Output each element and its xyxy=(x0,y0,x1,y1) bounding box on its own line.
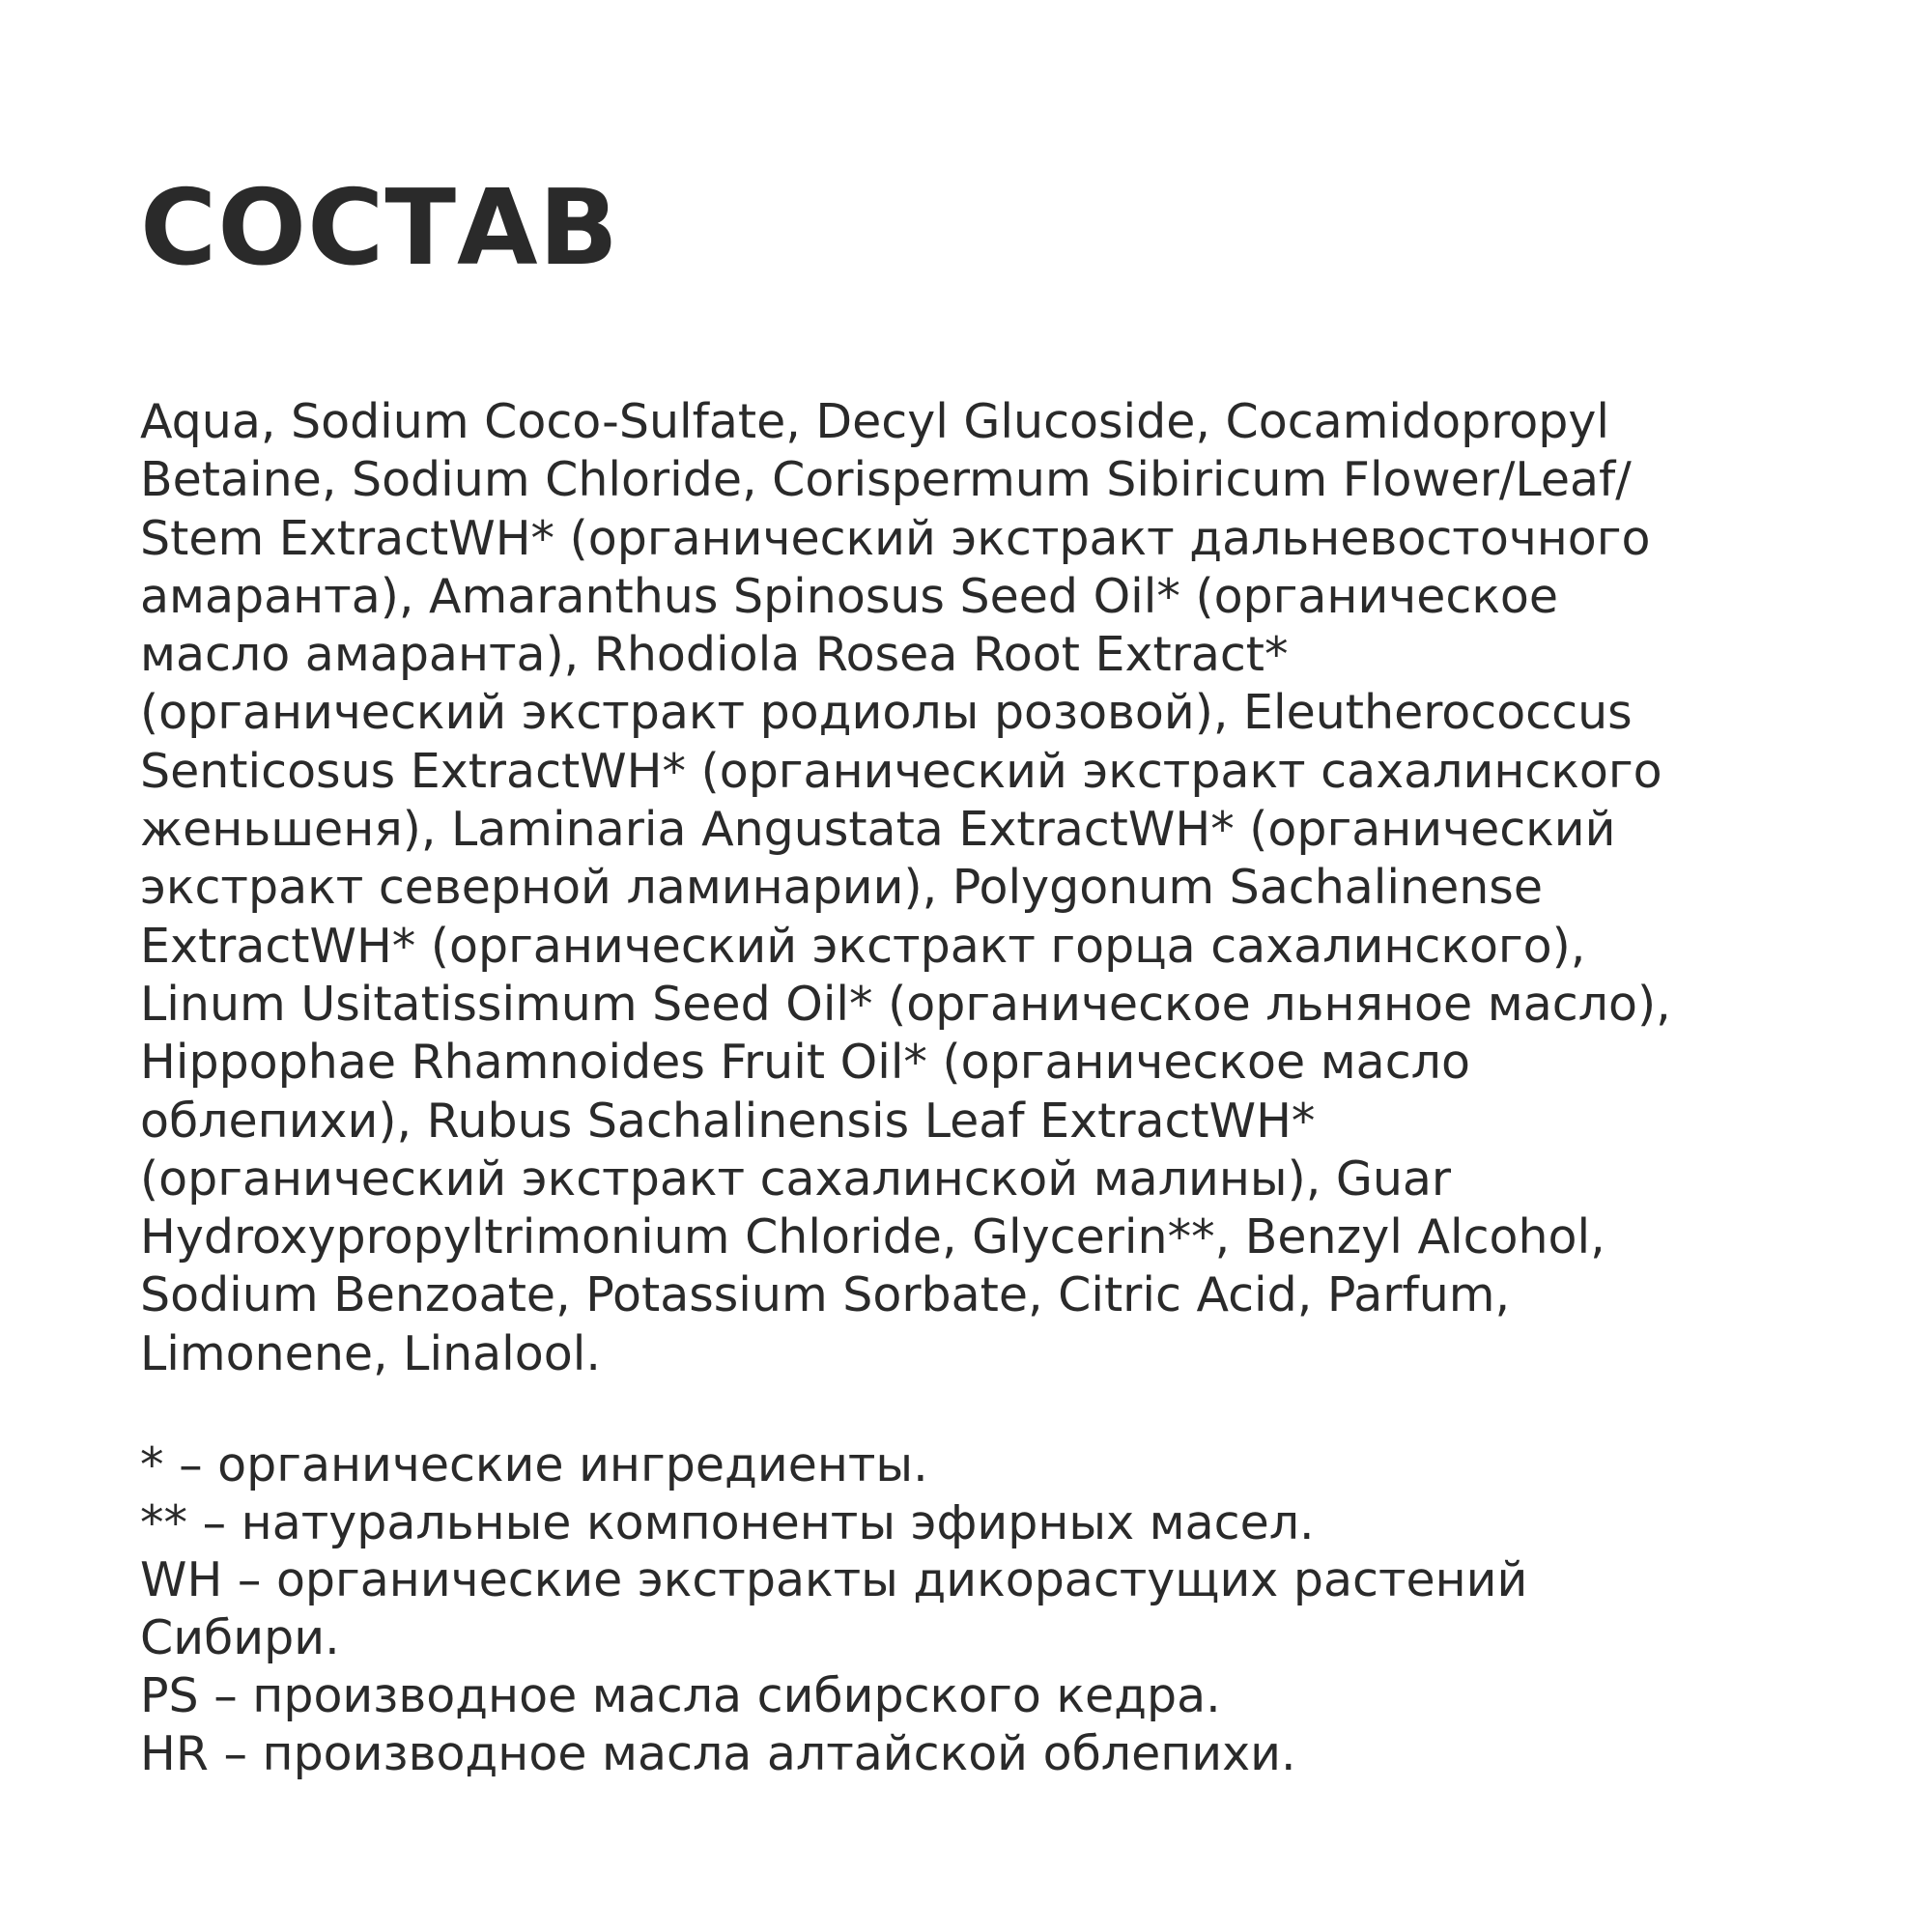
page-title: СОСТАВ xyxy=(140,168,619,289)
ingredients-line: Sodium Benzoate, Potassium Sorbate, Citric Acid, Parfum, xyxy=(140,1267,1511,1323)
ingredients-line: Hippophae Rhamnoides Fruit Oil* (органическое масло xyxy=(140,1035,1470,1091)
ingredients-line: экстракт северной ламинарии), Polygonum Sachalinense xyxy=(140,860,1543,916)
ingredients-line: масло амаранта), Rhodiola Rosea Root Extract* xyxy=(140,627,1289,683)
ingredients-list xyxy=(140,393,1840,1383)
ingredients-line: ExtractWH* (органический экстракт горца сахалинского), xyxy=(140,918,1586,974)
legend-organic: * – органические ингредиенты. xyxy=(140,1437,928,1492)
ingredients-line: облепихи), Rubus Sachalinensis Leaf ExtractWH* xyxy=(140,1093,1316,1149)
ingredients-line: Betaine, Sodium Chloride, Corispermum Sibiricum Flower/Leaf/ xyxy=(140,452,1632,508)
ingredients-line: Stem ExtractWH* (органический экстракт дальневосточного xyxy=(140,510,1651,566)
legend-sea-buckthorn: HR – производное масла алтайской облепихи. xyxy=(140,1725,1296,1781)
ingredients-line: Aqua, Sodium Coco-Sulfate, Decyl Glucoside, Cocamidopropyl xyxy=(140,394,1609,449)
ingredients-line: (органический экстракт сахалинской малины), Guar xyxy=(140,1151,1452,1207)
ingredients-line: Limonene, Linalool. xyxy=(140,1325,601,1381)
legend-wild-herbs-cont: Сибири. xyxy=(140,1610,340,1666)
ingredients-line: Linum Usitatissimum Seed Oil* (органическое льняное масло), xyxy=(140,976,1671,1032)
legend-cedar: PS – производное масла сибирского кедра. xyxy=(140,1667,1221,1723)
legend xyxy=(140,1436,1840,1782)
ingredients-line: Hydroxypropyltrimonium Chloride, Glycerin**, Benzyl Alcohol, xyxy=(140,1209,1605,1265)
ingredients-line: амаранта), Amaranthus Spinosus Seed Oil* (органическое xyxy=(140,568,1559,624)
ingredients-line: женьшеня), Laminaria Angustata ExtractWH* (органический xyxy=(140,802,1616,858)
composition-page xyxy=(140,0,1850,1932)
ingredients-line: Senticosus ExtractWH* (органический экстракт сахалинского xyxy=(140,743,1662,799)
legend-wild-herbs: WH – органические экстракты дикорастущих растений xyxy=(140,1552,1528,1608)
legend-essential-oils: ** – натуральные компоненты эфирных масел. xyxy=(140,1494,1315,1550)
ingredients-line: (органический экстракт родиолы розовой), Eleutherococcus xyxy=(140,685,1633,741)
